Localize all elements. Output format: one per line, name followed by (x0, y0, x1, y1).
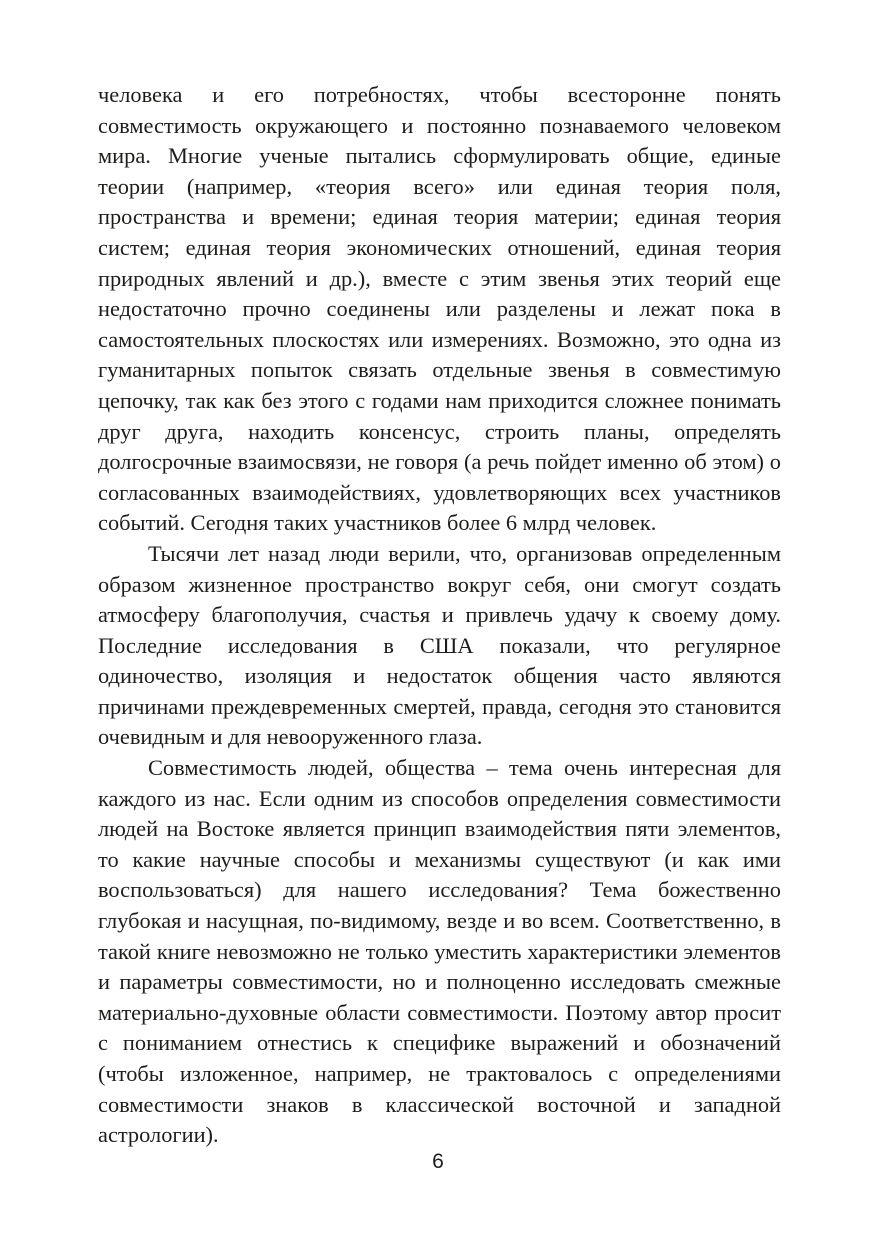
paragraph-continued: человека и его потребностях, чтобы всесторонне понять совместимость окружающего и постоянно познаваемого человеком мира. Многие ученые пытались сформулировать общие, единые теории (например, «теория всего» или единая теория поля, пространства и времени; единая теория материи; единая теория систем; единая теория экономических отношений, единая теория природных явлений и др.), вместе с этим звенья этих теорий еще недостаточно прочно соединены или разделены и лежат пока в самостоятельных плоскостях или измерениях. Возможно, это одна из гуманитарных попыток связать отдельные звенья в совместимую цепочку, так как без этого с годами нам приходится сложнее понимать друг друга, находить консенсус, строить планы, определять долгосрочные взаимосвязи, не говоря (а речь пойдет именно об этом) о согласованных взаимодействиях, удовлетворяющих всех участников событий. Сегодня таких участников более 6 млрд человек. (98, 82, 781, 536)
paragraph: Тысячи лет назад люди верили, что, организовав определенным образом жизненное пространство вокруг себя, они смогут создать атмосферу благополучия, счастья и привлечь удачу к своему дому. Последние исследования в США показали, что регулярное одиночество, изоляция и недостаток общения часто являются причинами преждевременных смертей, правда, сегодня это становится очевидным и для невооруженного глаза. (98, 540, 781, 750)
paragraph: Совместимость людей, общества – тема очень интересная для каждого из нас. Если одним из способов определения совместимости людей на Востоке является принцип взаимодействия пяти элементов, то какие научные способы и механизмы существуют (и как ими воспользоваться) для нашего исследования? Тема божественно глубокая и насущная, по-видимому, везде и во всем. Соответственно, в такой книге невозможно не только уместить характеристики элементов и параметры совместимости, но и полноценно исследовать смежные материально-духовные области совместимости. Поэтому автор просит с пониманием отнестись к специфике выражений и обозначений (чтобы изложенное, например, не трактовалось с определениями совместимости знаков в классической восточной и западной астрологии). (98, 755, 781, 1148)
page-number: 6 (432, 1150, 444, 1173)
body-text (98, 80, 781, 1151)
